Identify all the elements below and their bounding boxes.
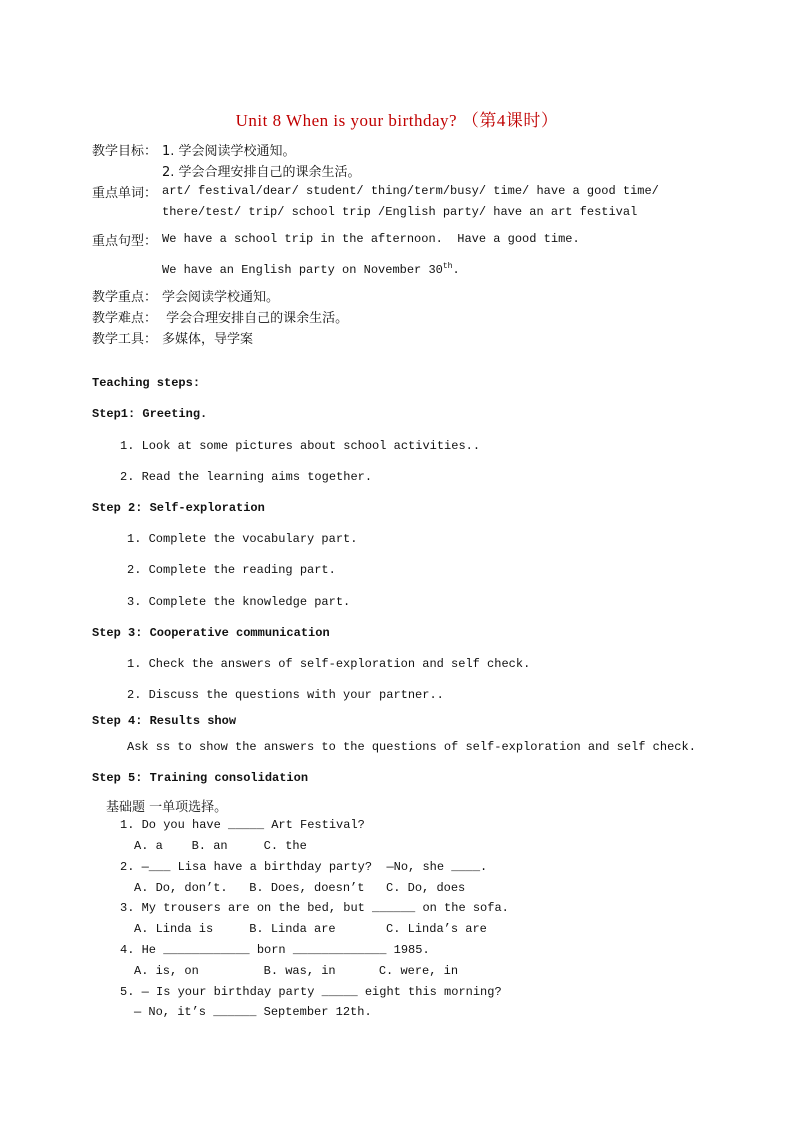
step2-heading: Step 2: Self-exploration: [92, 501, 265, 515]
question-4: 4. He ____________ born _____________ 1985.: [120, 943, 430, 957]
difficulty-text: 学会合理安排自己的课余生活。: [162, 311, 349, 326]
words-line-1: art/ festival/dear/ student/ thing/term/busy/ time/ have a good time/: [162, 184, 659, 198]
sentences-label: 重点句型：: [92, 234, 158, 249]
step4-text: Ask ss to show the answers to the questions of self-exploration and self check.: [127, 740, 696, 754]
question-5-answer: — No, it’s ______ September 12th.: [134, 1005, 372, 1019]
step1-item-1: 1. Look at some pictures about school activities..: [120, 439, 481, 453]
step1-item-2: 2. Read the learning aims together.: [120, 470, 373, 484]
question-4-options: A. is, on B. was, in C. were, in: [134, 964, 459, 978]
step2-item-1: 1. Complete the vocabulary part.: [127, 532, 358, 546]
step3-item-2: 2. Discuss the questions with your partner..: [127, 688, 444, 702]
focus-text: 学会阅读学校通知。: [162, 290, 280, 305]
page-title: Unit 8 When is your birthday? （第4课时）: [235, 111, 559, 130]
words-label: 重点单词：: [92, 186, 158, 201]
step3-heading: Step 3: Cooperative communication: [92, 626, 330, 640]
step2-item-3: 3. Complete the knowledge part.: [127, 595, 351, 609]
step5-heading: Step 5: Training consolidation: [92, 771, 309, 785]
tools-label: 教学工具：: [92, 332, 158, 347]
question-2-options: A. Do, don’t. B. Does, doesn’t C. Do, does: [134, 881, 466, 895]
step2-item-2: 2. Complete the reading part.: [127, 563, 336, 577]
question-3-options: A. Linda is B. Linda are C. Linda’s are: [134, 922, 487, 936]
step3-item-1: 1. Check the answers of self-exploration and self check.: [127, 657, 531, 671]
difficulty-label: 教学难点：: [92, 311, 158, 326]
question-1-options: A. a B. an C. the: [134, 839, 307, 853]
sentence-2: We have an English party on November 30th.: [162, 262, 460, 277]
focus-label: 教学重点：: [92, 290, 158, 305]
goal-2: 2. 学会合理安排自己的课余生活。: [162, 165, 361, 180]
words-line-2: there/test/ trip/ school trip /English party/ have an art festival: [162, 205, 638, 219]
step4-heading: Step 4: Results show: [92, 714, 237, 728]
sentence-1: We have a school trip in the afternoon. Have a good time.: [162, 232, 580, 246]
steps-heading: Teaching steps:: [92, 376, 201, 390]
question-1: 1. Do you have _____ Art Festival?: [120, 818, 365, 832]
tools-text: 多媒体，导学案: [162, 332, 254, 347]
question-2: 2. —___ Lisa have a birthday party? —No, she ____.: [120, 860, 488, 874]
question-3: 3. My trousers are on the bed, but ______ on the sofa.: [120, 901, 509, 915]
goals-label: 教学目标：: [92, 144, 158, 159]
question-5: 5. — Is your birthday party _____ eight this morning?: [120, 985, 502, 999]
step1-heading: Step1: Greeting.: [92, 407, 208, 421]
goal-1: 1. 学会阅读学校通知。: [162, 144, 296, 159]
step5-subheading: 基础题 一单项选择。: [106, 800, 228, 815]
